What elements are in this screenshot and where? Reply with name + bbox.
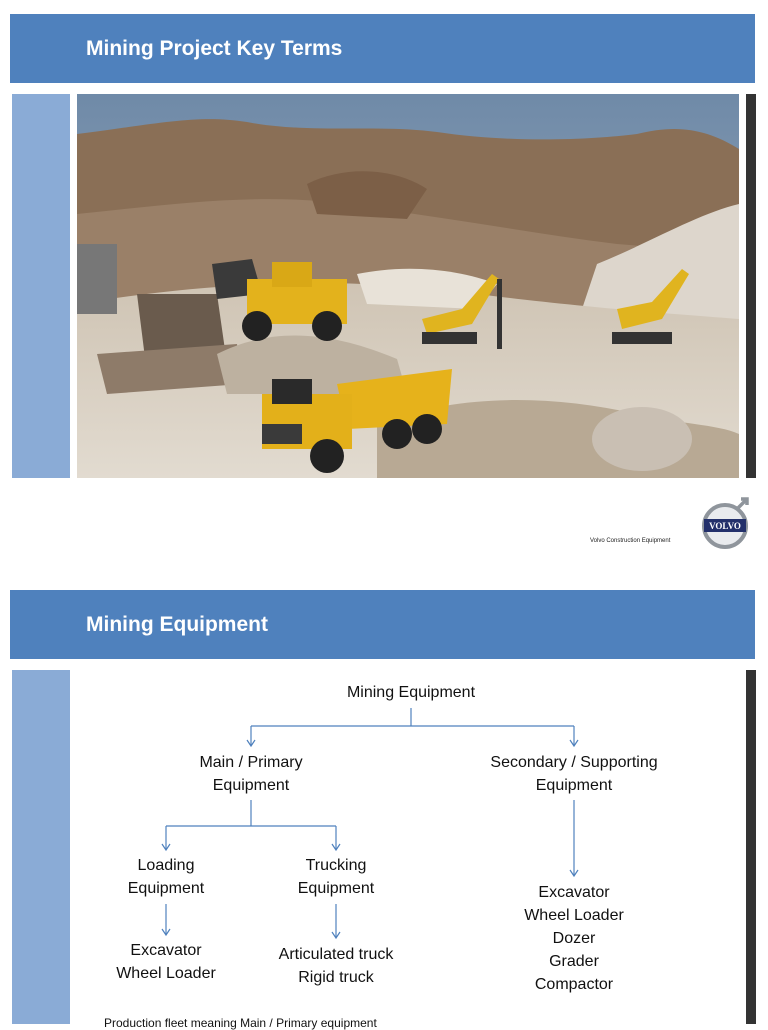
secondary-item-compactor: Compactor xyxy=(534,976,614,993)
node-trucking-line-1: Trucking xyxy=(305,857,367,874)
slide-2-footnote: Production fleet meaning Main / Primary equipment xyxy=(104,1016,377,1030)
node-trucking-line-2: Equipment xyxy=(297,880,375,897)
node-secondary-items xyxy=(494,881,654,996)
trucking-item-articulated: Articulated truck xyxy=(278,946,394,963)
node-loading-items xyxy=(86,939,246,985)
node-main-line-1: Main / Primary xyxy=(199,754,303,771)
node-loading xyxy=(96,854,236,900)
node-root-label: Mining Equipment xyxy=(346,684,476,701)
secondary-item-grader: Grader xyxy=(549,953,599,970)
volvo-logo-text: VOLVO xyxy=(709,521,741,531)
node-root xyxy=(311,681,511,704)
node-main-primary xyxy=(151,751,351,797)
node-loading-line-2: Equipment xyxy=(127,880,205,897)
node-main-line-2: Equipment xyxy=(212,777,290,794)
secondary-item-excavator: Excavator xyxy=(538,884,610,901)
secondary-item-dozer: Dozer xyxy=(552,930,596,947)
loading-item-wheel-loader: Wheel Loader xyxy=(116,965,216,982)
loading-item-excavator: Excavator xyxy=(130,942,202,959)
slide-2-title: Mining Equipment xyxy=(86,612,268,636)
slide-1-title: Mining Project Key Terms xyxy=(86,36,343,60)
trucking-item-rigid: Rigid truck xyxy=(298,969,374,986)
node-trucking xyxy=(266,854,406,900)
slide-1-footer-text: Volvo Construction Equipment xyxy=(590,538,671,544)
node-loading-line-1: Loading xyxy=(137,857,195,874)
node-secondary-line-2: Equipment xyxy=(535,777,613,794)
secondary-item-wheel-loader: Wheel Loader xyxy=(524,907,624,924)
node-trucking-items xyxy=(246,943,426,989)
node-secondary-line-1: Secondary / Supporting xyxy=(490,754,658,771)
node-secondary xyxy=(464,751,684,797)
